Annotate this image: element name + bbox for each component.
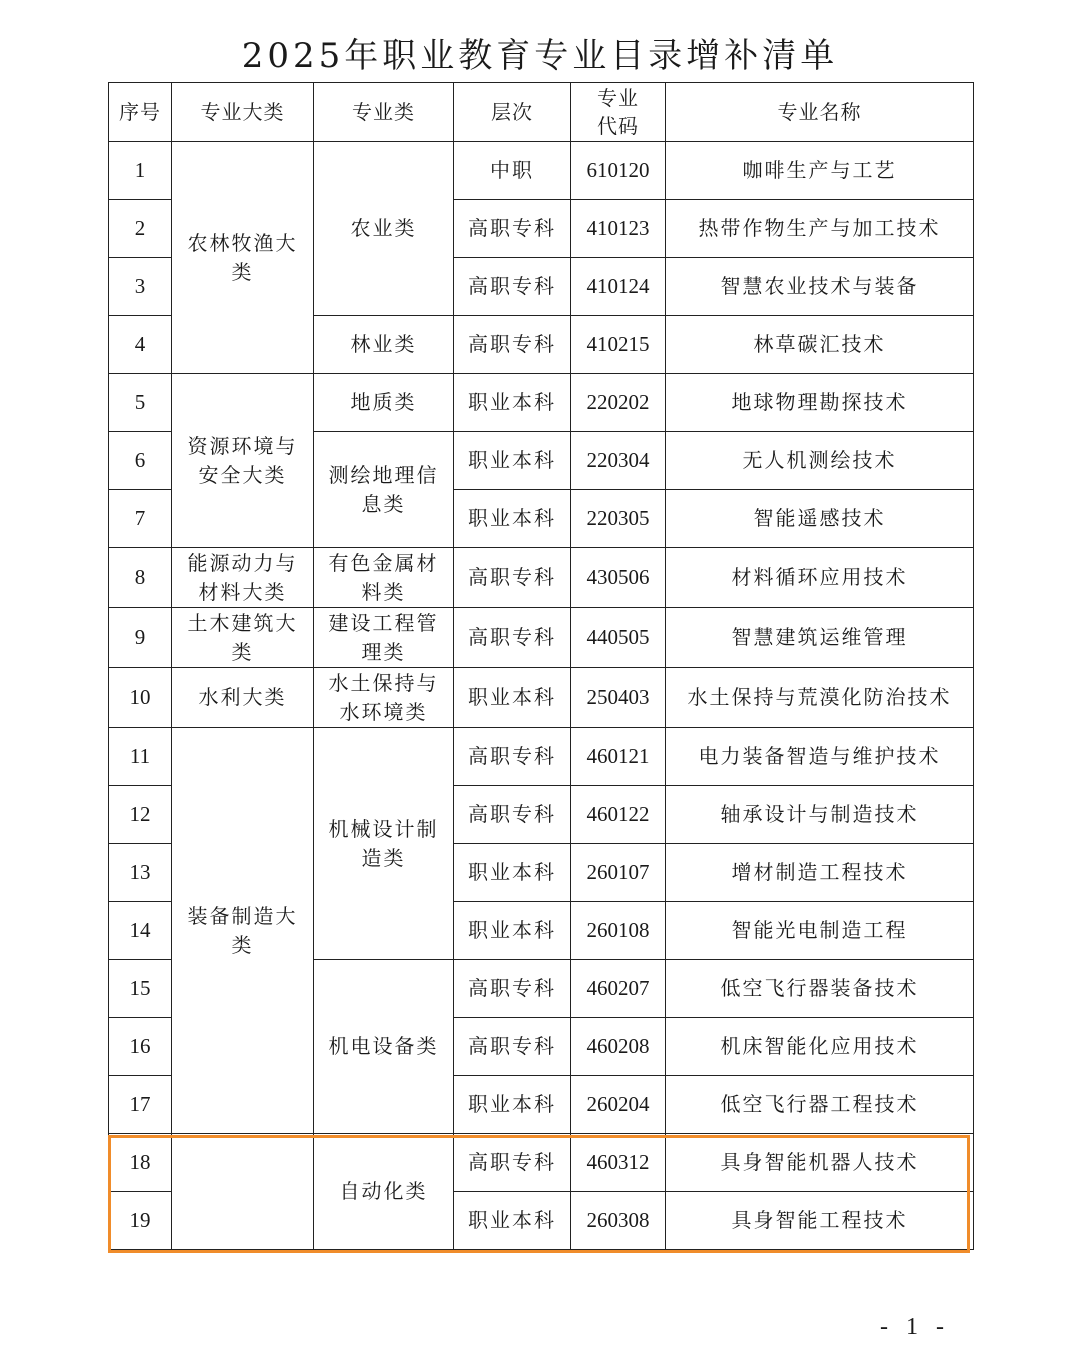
row-seq: 9 bbox=[109, 608, 172, 668]
major-category-cell: 装备制造大类 bbox=[172, 728, 314, 1134]
row-level: 高职专科 bbox=[454, 258, 571, 316]
row-level: 职业本科 bbox=[454, 432, 571, 490]
row-name: 智能光电制造工程 bbox=[666, 902, 974, 960]
header-name: 专业名称 bbox=[666, 83, 974, 142]
row-level: 高职专科 bbox=[454, 786, 571, 844]
major-catalog-table bbox=[108, 82, 974, 1250]
row-code: 260204 bbox=[571, 1076, 666, 1134]
row-name: 低空飞行器装备技术 bbox=[666, 960, 974, 1018]
row-code: 460121 bbox=[571, 728, 666, 786]
row-name: 智能遥感技术 bbox=[666, 490, 974, 548]
row-code: 430506 bbox=[571, 548, 666, 608]
row-code: 460122 bbox=[571, 786, 666, 844]
header-level: 层次 bbox=[454, 83, 571, 142]
row-seq: 3 bbox=[109, 258, 172, 316]
major-category-cell: 能源动力与材料大类 bbox=[172, 548, 314, 608]
row-name: 具身智能工程技术 bbox=[666, 1192, 974, 1250]
row-code: 260107 bbox=[571, 844, 666, 902]
row-name: 材料循环应用技术 bbox=[666, 548, 974, 608]
row-level: 中职 bbox=[454, 142, 571, 200]
row-name: 地球物理勘探技术 bbox=[666, 374, 974, 432]
row-seq: 4 bbox=[109, 316, 172, 374]
row-name: 热带作物生产与加工技术 bbox=[666, 200, 974, 258]
row-name: 轴承设计与制造技术 bbox=[666, 786, 974, 844]
row-name: 增材制造工程技术 bbox=[666, 844, 974, 902]
row-level: 高职专科 bbox=[454, 1018, 571, 1076]
major-class-cell: 有色金属材料类 bbox=[314, 548, 454, 608]
header-row bbox=[109, 83, 974, 142]
row-level: 职业本科 bbox=[454, 668, 571, 728]
row-name: 智慧农业技术与装备 bbox=[666, 258, 974, 316]
row-level: 职业本科 bbox=[454, 902, 571, 960]
row-level: 高职专科 bbox=[454, 960, 571, 1018]
row-name: 机床智能化应用技术 bbox=[666, 1018, 974, 1076]
row-seq: 10 bbox=[109, 668, 172, 728]
document-title: 2025年职业教育专业目录增补清单 bbox=[241, 36, 839, 76]
major-class-cell: 机电设备类 bbox=[314, 960, 454, 1134]
row-level: 职业本科 bbox=[454, 490, 571, 548]
row-level: 高职专科 bbox=[454, 1134, 571, 1192]
major-class-cell: 林业类 bbox=[314, 316, 454, 374]
major-category-cell: 水利大类 bbox=[172, 668, 314, 728]
row-name: 低空飞行器工程技术 bbox=[666, 1076, 974, 1134]
row-code: 440505 bbox=[571, 608, 666, 668]
header-code: 专业 代码 bbox=[571, 83, 666, 142]
row-level: 高职专科 bbox=[454, 608, 571, 668]
row-code: 460208 bbox=[571, 1018, 666, 1076]
table-row bbox=[109, 374, 974, 432]
header-major-class: 专业类 bbox=[314, 83, 454, 142]
major-class-cell: 建设工程管理类 bbox=[314, 608, 454, 668]
header-major-category: 专业大类 bbox=[172, 83, 314, 142]
row-seq: 6 bbox=[109, 432, 172, 490]
major-category-cell: 土木建筑大类 bbox=[172, 608, 314, 668]
row-seq: 18 bbox=[109, 1134, 172, 1192]
major-category-cell: 资源环境与安全大类 bbox=[172, 374, 314, 548]
major-class-cell: 农业类 bbox=[314, 142, 454, 316]
table-row bbox=[109, 142, 974, 200]
row-code: 250403 bbox=[571, 668, 666, 728]
row-level: 高职专科 bbox=[454, 728, 571, 786]
row-level: 高职专科 bbox=[454, 548, 571, 608]
row-name: 水土保持与荒漠化防治技术 bbox=[666, 668, 974, 728]
row-name: 林草碳汇技术 bbox=[666, 316, 974, 374]
row-code: 220305 bbox=[571, 490, 666, 548]
row-code: 410123 bbox=[571, 200, 666, 258]
major-class-cell: 自动化类 bbox=[314, 1134, 454, 1250]
row-seq: 17 bbox=[109, 1076, 172, 1134]
table-row bbox=[109, 728, 974, 786]
row-code: 260308 bbox=[571, 1192, 666, 1250]
row-level: 高职专科 bbox=[454, 200, 571, 258]
table-row bbox=[109, 548, 974, 608]
row-name: 具身智能机器人技术 bbox=[666, 1134, 974, 1192]
row-seq: 8 bbox=[109, 548, 172, 608]
row-seq: 1 bbox=[109, 142, 172, 200]
row-name: 咖啡生产与工艺 bbox=[666, 142, 974, 200]
major-class-cell: 机械设计制造类 bbox=[314, 728, 454, 960]
row-seq: 15 bbox=[109, 960, 172, 1018]
row-seq: 19 bbox=[109, 1192, 172, 1250]
row-level: 职业本科 bbox=[454, 1192, 571, 1250]
row-code: 610120 bbox=[571, 142, 666, 200]
major-class-cell: 水土保持与水环境类 bbox=[314, 668, 454, 728]
row-code: 410124 bbox=[571, 258, 666, 316]
major-category-cell-empty bbox=[172, 1134, 314, 1250]
row-name: 无人机测绘技术 bbox=[666, 432, 974, 490]
table-row bbox=[109, 608, 974, 668]
page-number: - 1 - bbox=[880, 1314, 950, 1340]
row-code: 260108 bbox=[571, 902, 666, 960]
table-row bbox=[109, 668, 974, 728]
header-seq: 序号 bbox=[109, 83, 172, 142]
row-code: 410215 bbox=[571, 316, 666, 374]
row-level: 职业本科 bbox=[454, 374, 571, 432]
row-seq: 16 bbox=[109, 1018, 172, 1076]
row-seq: 14 bbox=[109, 902, 172, 960]
major-category-cell: 农林牧渔大类 bbox=[172, 142, 314, 374]
row-code: 460207 bbox=[571, 960, 666, 1018]
major-class-cell: 测绘地理信息类 bbox=[314, 432, 454, 548]
row-seq: 2 bbox=[109, 200, 172, 258]
row-seq: 7 bbox=[109, 490, 172, 548]
major-class-cell: 地质类 bbox=[314, 374, 454, 432]
row-code: 220304 bbox=[571, 432, 666, 490]
row-seq: 12 bbox=[109, 786, 172, 844]
row-level: 职业本科 bbox=[454, 1076, 571, 1134]
row-seq: 5 bbox=[109, 374, 172, 432]
row-code: 460312 bbox=[571, 1134, 666, 1192]
row-level: 高职专科 bbox=[454, 316, 571, 374]
table-row bbox=[109, 1134, 974, 1192]
row-code: 220202 bbox=[571, 374, 666, 432]
row-seq: 13 bbox=[109, 844, 172, 902]
row-name: 电力装备智造与维护技术 bbox=[666, 728, 974, 786]
row-name: 智慧建筑运维管理 bbox=[666, 608, 974, 668]
row-seq: 11 bbox=[109, 728, 172, 786]
row-level: 职业本科 bbox=[454, 844, 571, 902]
